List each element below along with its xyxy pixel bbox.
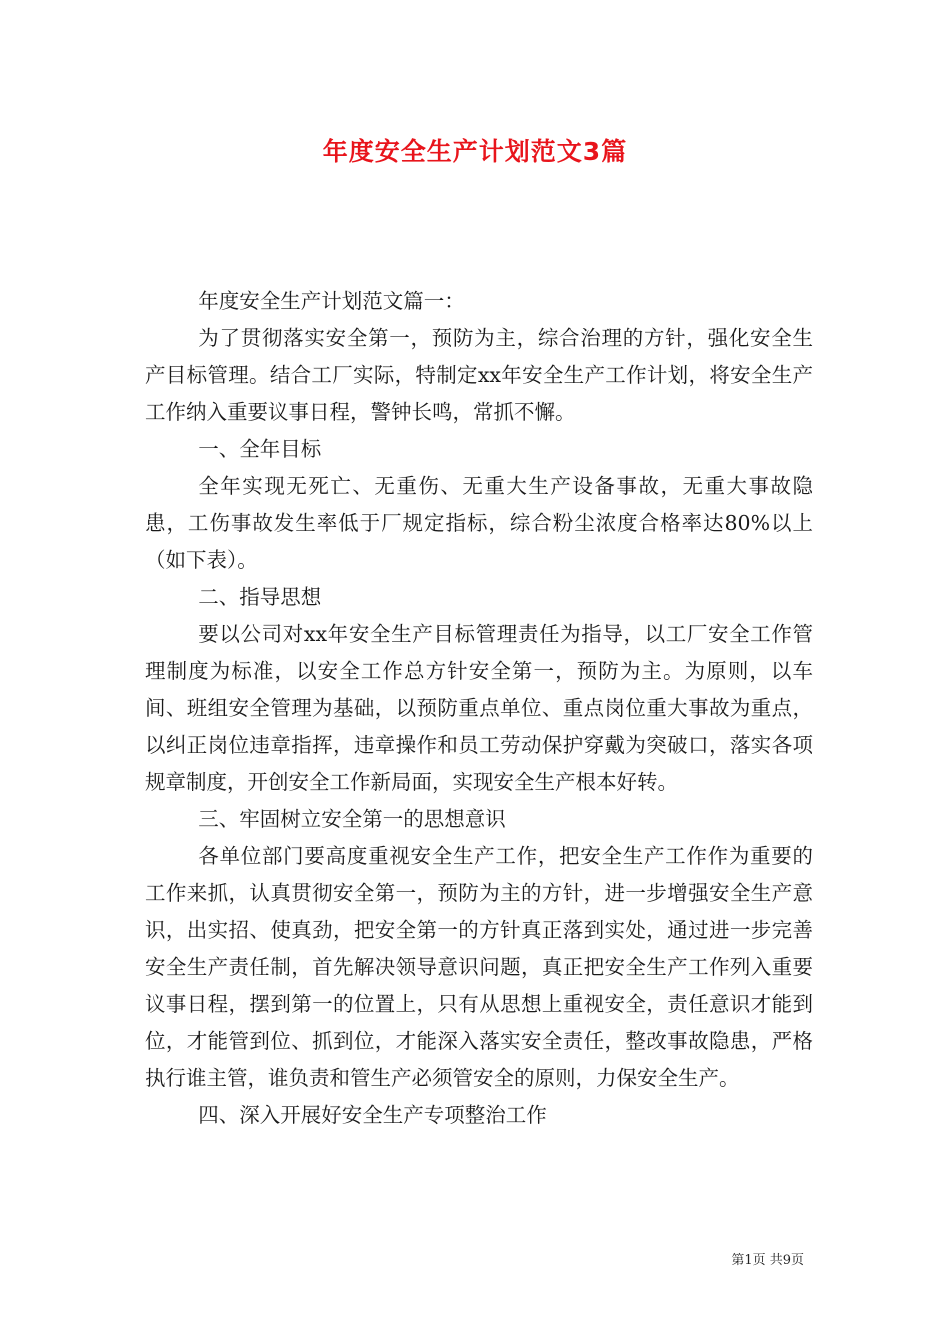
section-heading-guiding-ideology: 二、指导思想 xyxy=(198,585,322,609)
document-title: 年度安全生产计划范文3篇 xyxy=(322,137,628,166)
document-body xyxy=(145,283,813,1134)
section-intro-heading: 年度安全生产计划范文篇一： xyxy=(198,289,465,313)
paragraph-goals: 全年实现无死亡、无重伤、无重大生产设备事故，无重大事故隐患，工伤事故发生率低于厂规定指标，综合粉尘浓度合格率达80%以上（如下表）。 xyxy=(145,474,813,572)
paragraph-purpose: 为了贯彻落实安全第一，预防为主，综合治理的方针，强化安全生产目标管理。结合工厂实际，特制定xx年安全生产工作计划，将安全生产工作纳入重要议事日程，警钟长鸣，常抓不懈。 xyxy=(145,326,813,424)
paragraph-guiding-ideology: 要以公司对xx年安全生产目标管理责任为指导，以工厂安全工作管理制度为标准，以安全工作总方针安全第一，预防为主。为原则，以车间、班组安全管理为基础，以预防重点单位、重点岗位重大事故为重点，以纠正岗位违章指挥，违章操作和员工劳动保护穿戴为突破口，落实各项规章制度，开创安全工作新局面，实现安全生产根本好转。 xyxy=(145,622,813,794)
section-heading-goals: 一、全年目标 xyxy=(198,437,322,461)
paragraph-safety-awareness: 各单位部门要高度重视安全生产工作，把安全生产工作作为重要的工作来抓，认真贯彻安全第一，预防为主的方针，进一步增强安全生产意识，出实招、使真劲，把安全第一的方针真正落到实处，通过进一步完善安全生产责任制，首先解决领导意识问题，真正把安全生产工作列入重要议事日程，摆到第一的位置上，只有从思想上重视安全，责任意识才能到位，才能管到位、抓到位，才能深入落实安全责任，整改事故隐患，严格执行谁主管，谁负责和管生产必须管安全的原则，力保安全生产。 xyxy=(145,844,813,1090)
section-heading-safety-awareness: 三、牢固树立安全第一的思想意识 xyxy=(198,807,506,831)
page-indicator: 第1页 共9页 xyxy=(731,1253,804,1268)
section-heading-special-rectification: 四、深入开展好安全生产专项整治工作 xyxy=(198,1103,547,1127)
